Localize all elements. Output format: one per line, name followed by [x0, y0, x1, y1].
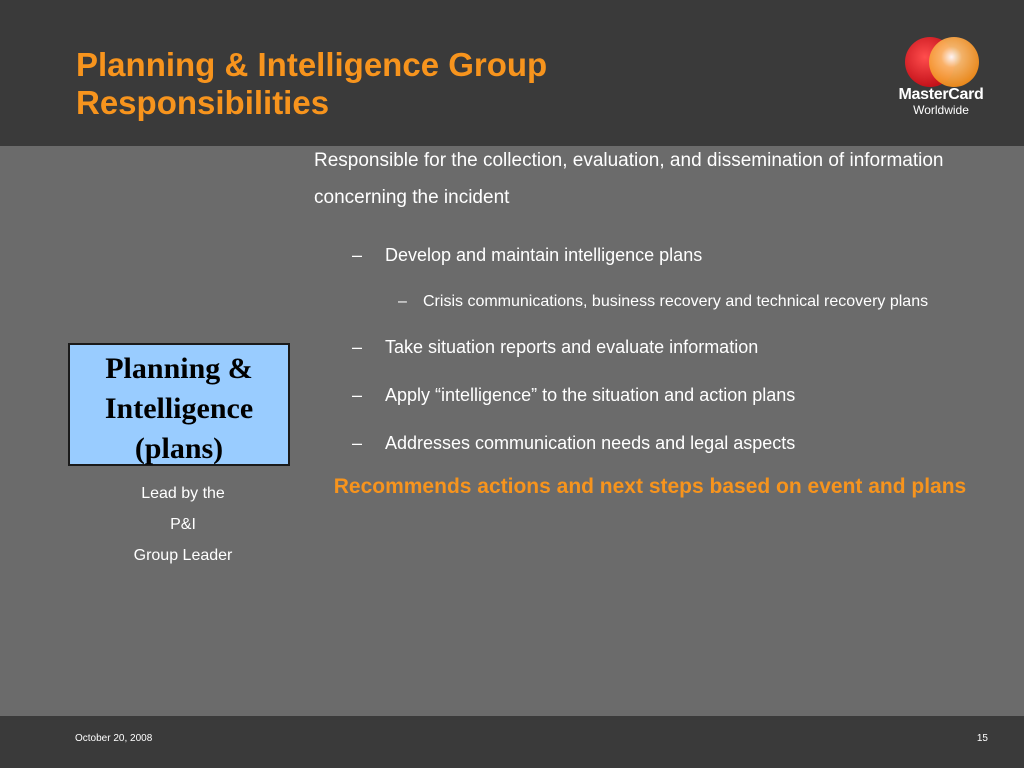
slide-title [76, 46, 547, 122]
list-item-text: Take situation reports and evaluate information [385, 337, 759, 357]
role-box-line-3: (plans) [134, 432, 224, 465]
lead-line-3: Group Leader [133, 547, 233, 564]
list-item-text: Develop and maintain intelligence plans [385, 245, 703, 265]
lead-line-1: Lead by the [141, 485, 225, 502]
dash-bullet-icon: – [352, 433, 363, 453]
list-item [352, 431, 994, 455]
role-box-line-1: Planning & [105, 352, 253, 385]
list-item-text: Addresses communication needs and legal aspects [385, 433, 796, 453]
sub-list-item [398, 292, 994, 312]
list-item [352, 243, 994, 267]
logo-tagline: Worldwide [913, 103, 969, 117]
header-bar [0, 0, 1024, 146]
sub-list-item-text: Crisis communications, business recovery and technical recovery plans [423, 293, 929, 310]
dash-bullet-icon: – [352, 337, 363, 357]
list-item [352, 383, 994, 407]
role-box-line-2: Intelligence [104, 392, 254, 425]
mastercard-logo [886, 30, 996, 125]
list-item [352, 335, 994, 359]
lead-caption [100, 478, 266, 571]
footer-date: October 20, 2008 [75, 733, 153, 744]
intro-paragraph: Responsible for the collection, evaluation, and dissemination of information concerning the incident [314, 150, 944, 208]
page-number: 15 [976, 733, 988, 744]
recommendation-text: Recommends actions and next steps based on event and plans [333, 475, 967, 498]
main-content [314, 142, 994, 455]
lead-line-2: P&I [170, 516, 196, 533]
mastercard-circles-icon [904, 34, 980, 90]
slide-title-line-1: Planning & Intelligence Group [76, 46, 548, 83]
dash-bullet-icon: – [352, 385, 363, 405]
planning-intelligence-box [68, 343, 290, 466]
dash-bullet-icon: – [352, 245, 363, 265]
logo-text [886, 86, 996, 117]
list-item-text: Apply “intelligence” to the situation and action plans [385, 385, 796, 405]
dash-bullet-icon: – [398, 293, 407, 310]
footer-bar [0, 716, 1024, 768]
slide-title-line-2: Responsibilities [76, 84, 330, 121]
logo-name: MasterCard [898, 86, 984, 103]
